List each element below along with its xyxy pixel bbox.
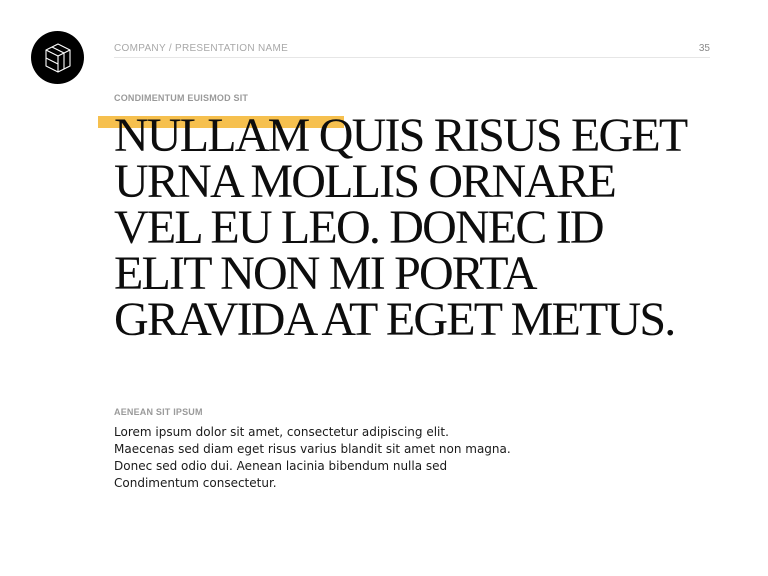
section-label: AENEAN SIT IPSUM — [114, 407, 203, 417]
section-body — [114, 424, 554, 492]
page-number: 35 — [698, 43, 710, 54]
body-line: Lorem ipsum dolor sit amet, consectetur adipiscing elit. — [114, 425, 449, 439]
logo — [31, 31, 84, 84]
kicker-label: CONDIMENTUM EUISMOD SIT — [114, 93, 249, 103]
header-divider — [114, 57, 710, 58]
body-line: Maecenas sed diam eget risus varius blandit sit amet non magna. — [114, 442, 511, 456]
headline-line: URNA MOLLIS ORNARE — [114, 155, 615, 208]
headline-line: VEL EU LEO. DONEC ID — [114, 201, 603, 254]
body-line: Donec sed odio dui. Aenean lacinia bibendum nulla sed — [114, 459, 448, 473]
headline-line: NULLAM QUIS RISUS EGET — [114, 109, 687, 162]
header-company-name: COMPANY / PRESENTATION NAME — [114, 43, 289, 54]
headline-line: GRAVIDA AT EGET METUS. — [114, 293, 675, 346]
headline-line: ELIT NON MI PORTA — [114, 247, 536, 300]
headline — [114, 109, 734, 346]
cube-icon — [43, 42, 73, 74]
body-line: Condimentum consectetur. — [114, 476, 277, 490]
